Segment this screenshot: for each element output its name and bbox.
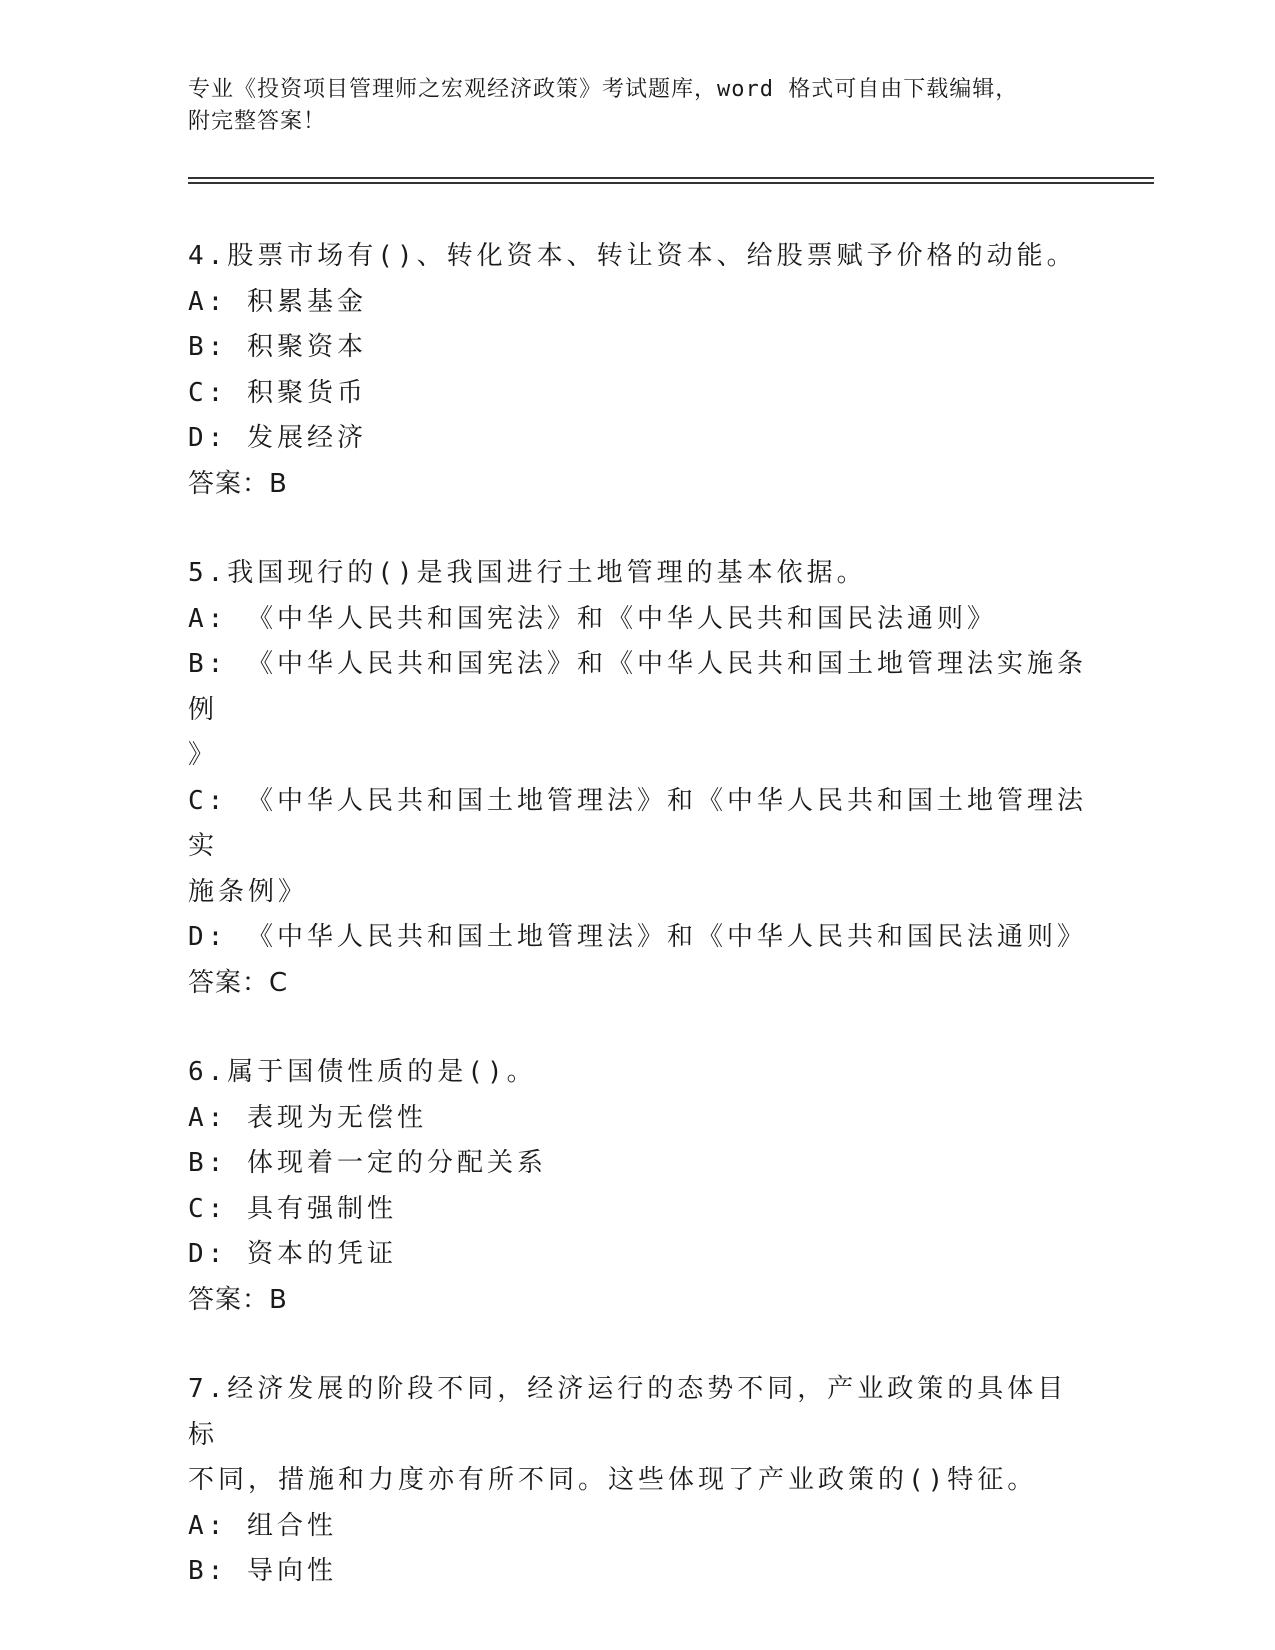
question-stem: 5.我国现行的()是我国进行土地管理的基本依据。 [188, 558, 867, 588]
question-stem: 7.经济发展的阶段不同，经济运行的态势不同，产业政策的具体目标 [188, 1374, 1068, 1450]
header-line-2: 附完整答案！ [188, 109, 327, 134]
option-a: A: 《中华人民共和国宪法》和《中华人民共和国民法通则》 [188, 603, 997, 634]
option-d: D: 发展经济 [188, 423, 367, 453]
option-c: C: 积聚货币 [188, 377, 367, 408]
answer-line: 答案：B [188, 1284, 288, 1315]
option-d: D: 资本的凭证 [188, 1239, 397, 1269]
option-d: D: 《中华人民共和国土地管理法》和《中华人民共和国民法通则》 [188, 922, 1087, 952]
question-5 [188, 551, 1088, 1006]
option-b-continued: 》 [188, 740, 219, 770]
question-stem: 6.属于国债性质的是()。 [188, 1057, 537, 1087]
document-header [188, 74, 1068, 138]
option-c: C: 《中华人民共和国土地管理法》和《中华人民共和国土地管理法实 [188, 785, 1087, 861]
header-rule-bottom [188, 182, 1154, 184]
option-c: C: 具有强制性 [188, 1193, 397, 1224]
question-list [188, 234, 1088, 1639]
question-stem: 4.股票市场有()、转化资本、转让资本、给股票赋予价格的动能。 [188, 241, 1077, 271]
option-b: B: 体现着一定的分配关系 [188, 1148, 547, 1178]
option-b: B: 积聚资本 [188, 332, 367, 362]
option-b: B: 《中华人民共和国宪法》和《中华人民共和国土地管理法实施条例 [188, 649, 1087, 725]
option-a: A: 组合性 [188, 1510, 337, 1541]
option-a: A: 积累基金 [188, 286, 367, 317]
option-b: B: 导向性 [188, 1556, 337, 1586]
header-rule-top [188, 177, 1154, 179]
question-stem-continued: 不同，措施和力度亦有所不同。这些体现了产业政策的()特征。 [188, 1465, 1038, 1495]
option-a: A: 表现为无偿性 [188, 1102, 427, 1133]
header-line-1: 专业《投资项目管理师之宏观经济政策》考试题库，word 格式可自由下载编辑， [188, 77, 1019, 102]
answer-line: 答案：B [188, 468, 288, 499]
answer-line: 答案：C [188, 967, 289, 998]
question-6 [188, 1050, 1088, 1323]
question-4 [188, 234, 1088, 507]
option-c-continued: 施条例》 [188, 876, 309, 907]
question-7 [188, 1367, 1088, 1595]
